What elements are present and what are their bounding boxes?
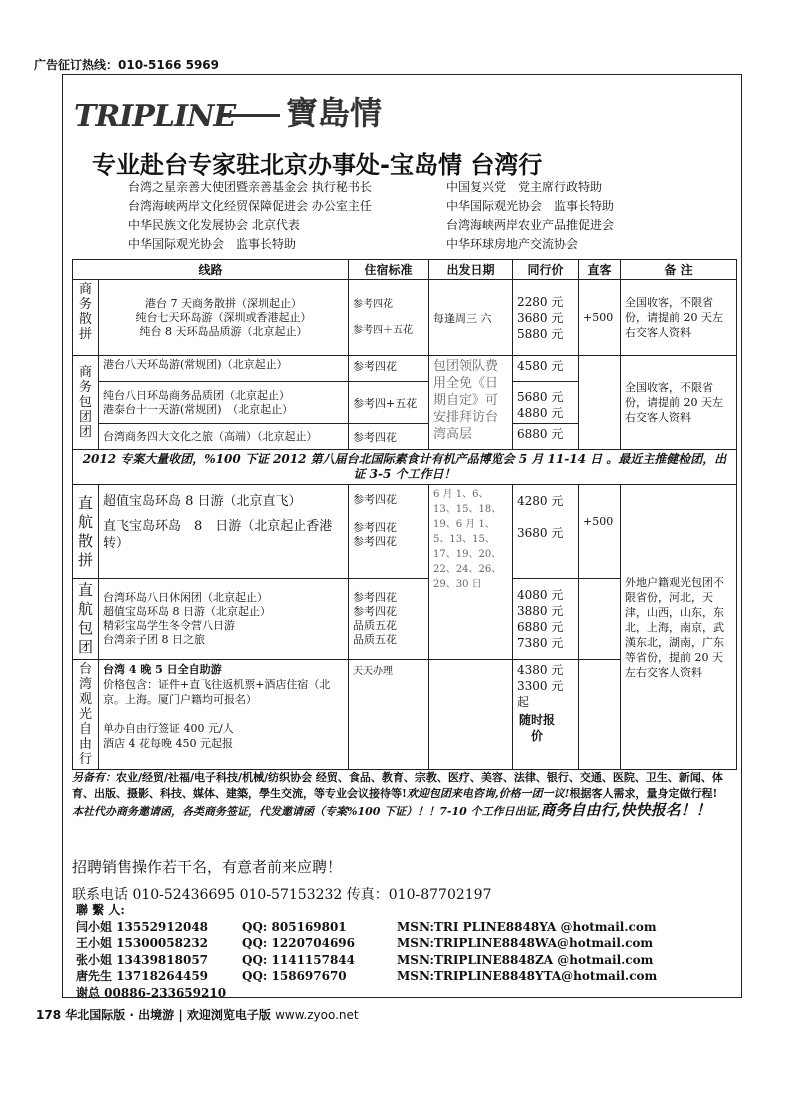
direct-cell: +500 — [579, 280, 621, 356]
free-title: 台湾 4 晚 5 日全自助游 — [103, 663, 222, 676]
route-cell — [99, 579, 349, 660]
price-cell — [513, 382, 579, 424]
person-name: 唐先生 13718264459 — [76, 969, 209, 983]
note-cell: 全国收客，不限省份，请提前 20 天左右交客人资料 — [621, 280, 737, 356]
route-item: 直飞宝岛环岛 8 日游（北京起止香港转） — [103, 519, 333, 551]
also-tail: 根据客人需求，量身定做行程! — [569, 787, 718, 800]
date-cell: 每逢周三 六 — [429, 280, 513, 356]
list-item — [76, 985, 657, 1002]
price-cell — [513, 579, 579, 660]
category-cell: 直航包团 — [73, 579, 99, 660]
person-msn: MSN:TRI PLINE8848YA @hotmail.com — [397, 919, 657, 934]
route-item: 精彩宝岛学生冬令营八日游 — [103, 619, 235, 632]
promo-notice: 2012 专案大量收团，%100 下证 2012 第八届台北国际素食计有机产品博览会 5 月 11-14 日 。最近主推健检团，出证 3-5 个工作日！ — [73, 450, 737, 485]
organization-list — [128, 178, 688, 254]
headline: 专业赴台专家驻北京办事处-宝岛情 台湾行 — [92, 151, 543, 179]
person-msn: MSN:TRIPLINE8848WA@hotmail.com — [397, 936, 654, 950]
price-cell — [513, 356, 579, 382]
route-cell — [99, 424, 349, 450]
hotel-cell: 天天办理 — [349, 660, 429, 770]
table-row — [73, 485, 737, 579]
also-italic: 欢迎包团来电咨询,价格一团一议! — [406, 787, 570, 800]
table-row — [73, 450, 737, 485]
org-item: 中华国际观光协会 监事长特助 — [446, 199, 615, 213]
hotel-cell: 参考四花 — [349, 424, 429, 450]
price-cell — [513, 424, 579, 450]
category-cell: 台湾观光自由行 — [73, 660, 99, 770]
route-cell — [99, 485, 349, 579]
date-cell — [429, 660, 513, 770]
route-item: 港台 7 天商务散拼（深圳起止） — [145, 296, 302, 310]
price-item: 3680 元 — [517, 310, 564, 325]
price-item: 6880 元 — [517, 620, 564, 634]
person-name: 谢总 00886-233659210 — [76, 985, 227, 1000]
price-item: 5680 元 — [517, 390, 564, 404]
category-cell: 直航散拼 — [73, 485, 99, 579]
person-name: 张小姐 13439818057 — [76, 952, 209, 967]
person-qq: QQ: 1220704696 — [242, 936, 356, 950]
free-desc: 价格包含：证件+直飞往返机票+酒店住宿（北京。上海。厦门户籍均可报名） — [103, 678, 331, 706]
hotel-item: 参考四花 — [353, 605, 398, 618]
services-footer — [72, 770, 736, 820]
table-row — [73, 356, 737, 382]
header-hotel: 住宿标准 — [349, 260, 429, 280]
header-route: 线路 — [73, 260, 349, 280]
header-note: 备 注 — [621, 260, 737, 280]
list-item — [76, 968, 657, 985]
person-msn: MSN:TRIPLINE8848YTA@hotmail.com — [397, 969, 658, 983]
direct-cell — [579, 660, 621, 770]
list-item — [76, 919, 657, 936]
price-cell — [513, 280, 579, 356]
price-item: 6880 元 — [517, 427, 564, 441]
logo-text: TRIPLINE — [74, 99, 236, 134]
price-item: 3300 元 — [517, 679, 564, 693]
price-cell — [513, 485, 579, 579]
also-text: 农业/经贸/社福/电子科技/机械/纺织协会 经贸、食品、教育、宗教、医疗、美容、法律、银行、交通、医院、卫生、新闻、体育、出版、摄影、科技、媒体、建築，學生交流，等专业会议接待等! — [72, 771, 723, 800]
header-date: 出发日期 — [429, 260, 513, 280]
hotel-item: 参考四花 — [353, 591, 398, 604]
route-item: 纯台八日环岛商务品质团（北京起止） — [103, 388, 290, 402]
header-direct: 直客 — [579, 260, 621, 280]
route-item: 超值宝岛环岛 8 日游（北京起止） — [103, 605, 271, 618]
hotel-item: 参考四花 — [353, 535, 398, 548]
page-footer-text: 178 华北国际版 · 出境游 | 欢迎浏览电子版 — [36, 1008, 271, 1022]
org-item: 中华民族文化发展协会 北京代表 — [128, 218, 300, 232]
list-item — [76, 935, 657, 952]
list-item — [76, 952, 657, 969]
live-quote: 随时报价 — [519, 713, 556, 743]
org-item: 台湾海峡两岸文化经贸保障促进会 办公室主任 — [128, 199, 372, 213]
brand-name: 寶島情 — [286, 94, 383, 132]
person-name: 闫小姐 13552912048 — [76, 919, 209, 934]
org-item: 台湾海峡两岸农业产品推促进会 — [446, 218, 615, 232]
hotel-cell: 参考四花 — [349, 356, 429, 382]
route-cell — [99, 660, 349, 770]
contact-label: 聯 繫 人: — [76, 903, 125, 917]
org-item: 中华环球房地产交流协会 — [446, 237, 579, 251]
date-cell: 包团领队费用全免《日期自定》可安排拜访台湾高层 — [429, 356, 513, 450]
ad-hotline: 广告征订热线：010-5166 5969 — [34, 58, 220, 72]
route-item: 超值宝岛环岛 8 日游（北京直飞） — [103, 494, 302, 509]
person-qq: QQ: 805169801 — [242, 919, 347, 934]
invite-text: 本社代办商务邀请函，各类商务签证，代发邀请函（专案%100 下证）！！7-10 个工作日出证, — [72, 805, 541, 818]
person-qq: QQ: 1141157844 — [242, 952, 356, 967]
hotel-item: 参考四花 — [353, 493, 398, 506]
hotel-item: 品质五花 — [353, 619, 398, 632]
tripline-logo — [72, 94, 236, 136]
price-item: 4080 元 — [517, 588, 564, 602]
category-cell: 商务包团团 — [73, 356, 99, 450]
route-item: 港泰台十一天游(常规团) （北京起止） — [103, 402, 294, 416]
route-cell — [99, 382, 349, 424]
date-cell: 6 月 1、6、13、15、18、19、6 月 1、5、13、15、17、19、20、22、24、26、29、30 日 — [429, 485, 513, 660]
person-name: 王小姐 15300058232 — [76, 936, 209, 950]
direct-cell — [579, 356, 621, 450]
hotel-cell — [349, 280, 429, 356]
price-item: 5880 元 — [517, 326, 564, 341]
category-cell: 商务散拼 — [73, 280, 99, 356]
price-item: 4580 元 — [517, 359, 564, 373]
route-item: 港台八天环岛游(常规团)（北京起止） — [103, 358, 288, 371]
price-cell — [513, 660, 579, 770]
hotel-item: 品质五花 — [353, 633, 398, 646]
invite-big: 商务自由行,快快报名！！ — [540, 801, 711, 819]
route-cell — [99, 280, 349, 356]
brand-title — [222, 88, 382, 134]
direct-cell — [579, 579, 621, 660]
direct-cell: +500 — [579, 485, 621, 579]
hotel-cell — [349, 579, 429, 660]
header-price: 同行价 — [513, 260, 579, 280]
free-visa: 单办自由行签证 400 元/人 — [103, 722, 234, 735]
page-url: www.zyoo.net — [275, 1008, 359, 1022]
recruit-notice: 招聘销售操作若干名，有意者前来应聘！ — [72, 858, 343, 876]
person-msn: MSN:TRIPLINE8848ZA @hotmail.com — [397, 952, 654, 967]
route-item: 台湾环岛八日休闲团（北京起止） — [103, 591, 268, 604]
also-label: 另备有： — [72, 771, 116, 784]
route-item: 台湾亲子团 8 日之旅 — [103, 633, 205, 646]
page-footer — [36, 1006, 359, 1023]
org-item: 中华国际观光协会 监事长特助 — [128, 237, 297, 251]
table-row — [73, 280, 737, 356]
contact-phones: 联系电话 010-52436695 010-57153232 传真：010-87702197 — [72, 887, 492, 903]
route-item: 台湾商务四大文化之旅（高端）（北京起止） — [103, 429, 318, 443]
route-item: 纯台 8 天环岛品质游（北京起止） — [139, 324, 308, 338]
org-item: 台湾之星亲善大使团暨亲善基金会 执行秘书长 — [128, 180, 372, 194]
table-header-row — [73, 260, 737, 280]
hotel-item: 参考四花 — [353, 521, 398, 534]
price-item: 3880 元 — [517, 604, 564, 618]
note-cell: 全国收客，不限省份，请提前 20 天左右交客人资料 — [621, 356, 737, 450]
free-hotel: 酒店 4 花每晚 450 元起报 — [103, 737, 233, 750]
price-item: 3680 元 — [517, 526, 564, 540]
hotel-cell — [349, 485, 429, 579]
price-item: 7380 元 — [517, 636, 564, 650]
route-cell — [99, 356, 349, 382]
price-item: 2280 元 — [517, 294, 564, 309]
hotel-item: 参考四＋五花 — [353, 324, 414, 336]
hotel-item: 参考四花 — [353, 298, 394, 310]
route-item: 纯台七天环岛游（深圳或香港起止） — [135, 310, 312, 324]
note-cell: 外地户籍观光包团不限省份，河北，天津，山西，山东，东北，上海，南京，武漢东北，湖南，广东等省份，提前 20 天左右交客人资料 — [621, 485, 737, 770]
price-item: 起 — [517, 695, 530, 709]
hotel-cell: 参考四+五花 — [349, 382, 429, 424]
price-item: 4380 元 — [517, 663, 564, 677]
tour-price-table — [72, 259, 737, 770]
org-item: 中国复兴党 党主席行政特助 — [446, 180, 603, 194]
price-item: 4280 元 — [517, 494, 564, 508]
contact-people — [76, 902, 657, 1001]
price-item: 4880 元 — [517, 406, 564, 420]
person-qq: QQ: 158697670 — [242, 969, 347, 983]
